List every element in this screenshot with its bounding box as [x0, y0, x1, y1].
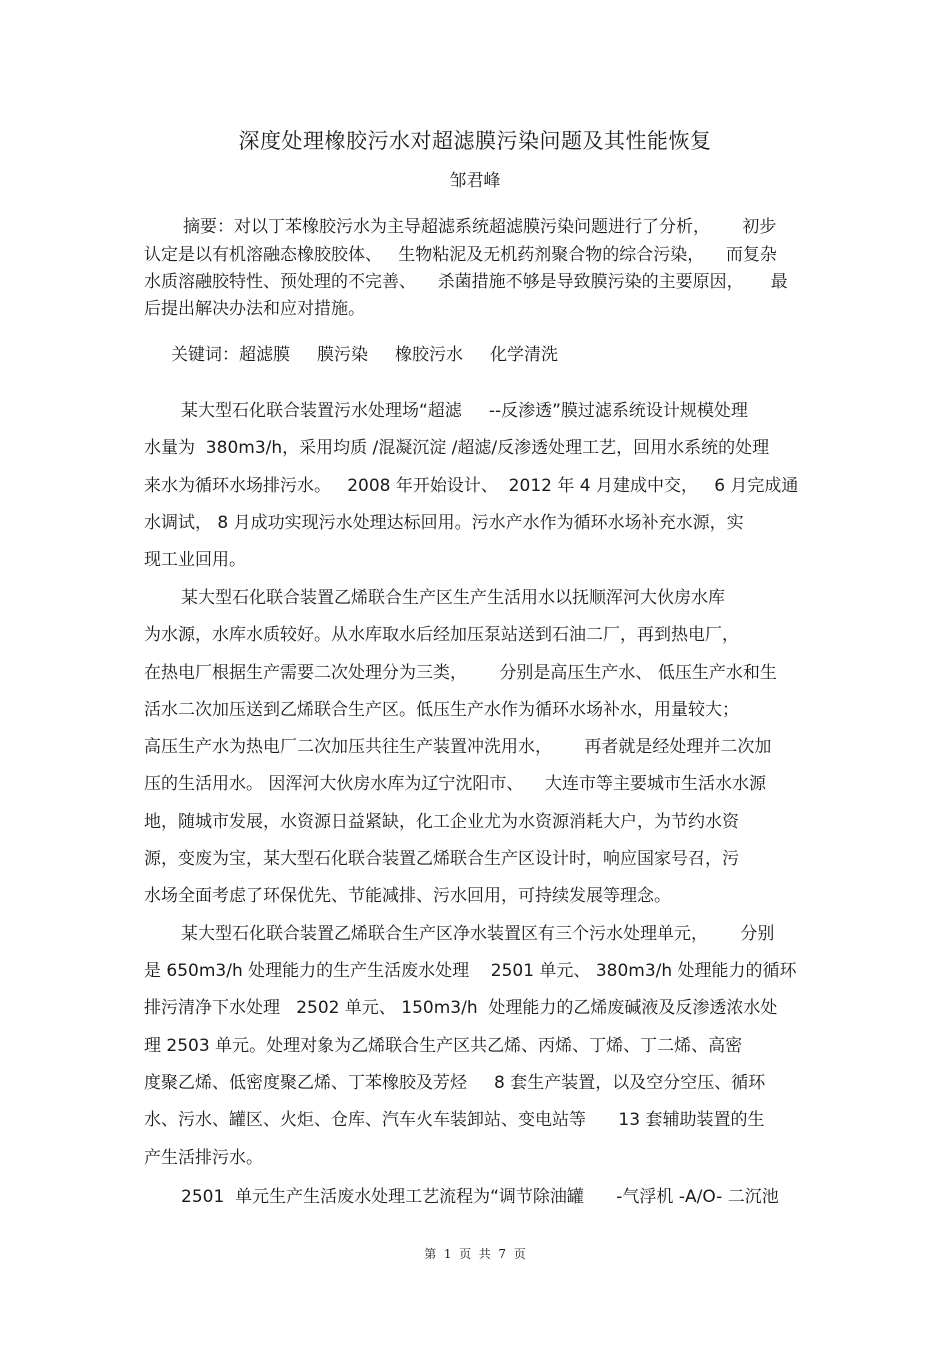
body-line-16: 是 650m3/h 处理能力的生产生活废水处理 2501 单元、 380m3/h 处理能力的循环: [144, 961, 797, 981]
body-line-7: 为水源，水库水质较好。从水库取水后经加压泵站送到石油二厂，再到热电厂，: [144, 625, 739, 645]
body-line-21: 产生活排污水。: [144, 1148, 263, 1168]
body-line-1: 某大型石化联合装置污水处理场“超滤 --反渗透”膜过滤系统设计规模处理: [181, 401, 748, 421]
body-line-14: 水场全面考虑了环保优先、节能减排、污水回用，可持续发展等理念。: [144, 886, 671, 906]
body-line-8: 在热电厂根据生产需要二次处理分为三类， 分别是高压生产水、 低压生产水和生: [144, 663, 777, 683]
body-line-12: 地，随城市发展，水资源日益紧缺，化工企业尤为水资源消耗大户，为节约水资: [144, 812, 739, 832]
body-line-19: 度聚乙烯、低密度聚乙烯、丁苯橡胶及芳烃 8 套生产装置，以及空分空压、循环: [144, 1073, 766, 1093]
body-line-10: 高压生产水为热电厂二次加压共往生产装置冲洗用水， 再者就是经处理并二次加: [144, 737, 772, 757]
body-line-2: 水量为 380m3/h，采用均质 /混凝沉淀 /超滤/反渗透处理工艺，回用水系统的处理: [144, 438, 770, 458]
body-line-11: 压的生活用水。 因浑河大伙房水库为辽宁沈阳市、 大连市等主要城市生活水水源: [144, 774, 767, 794]
body-line-20: 水、污水、罐区、火炬、仓库、汽车火车装卸站、变电站等 13 套辅助装置的生: [144, 1110, 765, 1130]
page-footer: 第 1 页 共 7 页: [424, 1247, 526, 1261]
body-line-4: 水调试， 8 月成功实现污水处理达标回用。污水产水作为循环水场补充水源，实: [144, 513, 744, 533]
keywords-line: 关键词：超滤膜 膜污染 橡胶污水 化学清洗: [171, 345, 559, 365]
body-line-13: 源，变废为宝，某大型石化联合装置乙烯联合生产区设计时，响应国家号召，污: [144, 849, 739, 869]
abstract-line-4: 后提出解决办法和应对措施。: [144, 299, 365, 319]
abstract-line-1: 摘要：对以丁苯橡胶污水为主导超滤系统超滤膜污染问题进行了分析， 初步: [183, 217, 777, 237]
body-line-3: 来水为循环水场排污水。 2008 年开始设计、 2012 年 4 月建成中交， 6 月完成通: [144, 476, 799, 496]
body-line-17: 排污清净下水处理 2502 单元、 150m3/h 处理能力的乙烯废碱液及反渗透浓水处: [144, 998, 778, 1018]
body-line-6: 某大型石化联合装置乙烯联合生产区生产生活用水以抚顺浑河大伙房水库: [181, 588, 725, 608]
body-line-5: 现工业回用。: [144, 550, 246, 570]
body-line-22: 2501 单元生产生活废水处理工艺流程为“调节除油罐 -气浮机 -A/O- 二沉池: [181, 1187, 779, 1207]
body-line-18: 理 2503 单元。处理对象为乙烯联合生产区共乙烯、丙烯、丁烯、丁二烯、高密: [144, 1036, 743, 1056]
abstract-line-3: 水质溶融胶特性、预处理的不完善、 杀菌措施不够是导致膜污染的主要原因， 最: [144, 272, 788, 292]
document-title: 深度处理橡胶污水对超滤膜污染问题及其性能恢复: [238, 129, 712, 153]
abstract-line-2: 认定是以有机溶融态橡胶胶体、 生物粘泥及无机药剂聚合物的综合污染， 而复杂: [144, 245, 777, 265]
body-line-9: 活水二次加压送到乙烯联合生产区。低压生产水作为循环水场补水，用量较大；: [144, 700, 739, 720]
document-author: 邹君峰: [449, 171, 501, 191]
body-line-15: 某大型石化联合装置乙烯联合生产区净水装置区有三个污水处理单元， 分别: [181, 924, 775, 944]
